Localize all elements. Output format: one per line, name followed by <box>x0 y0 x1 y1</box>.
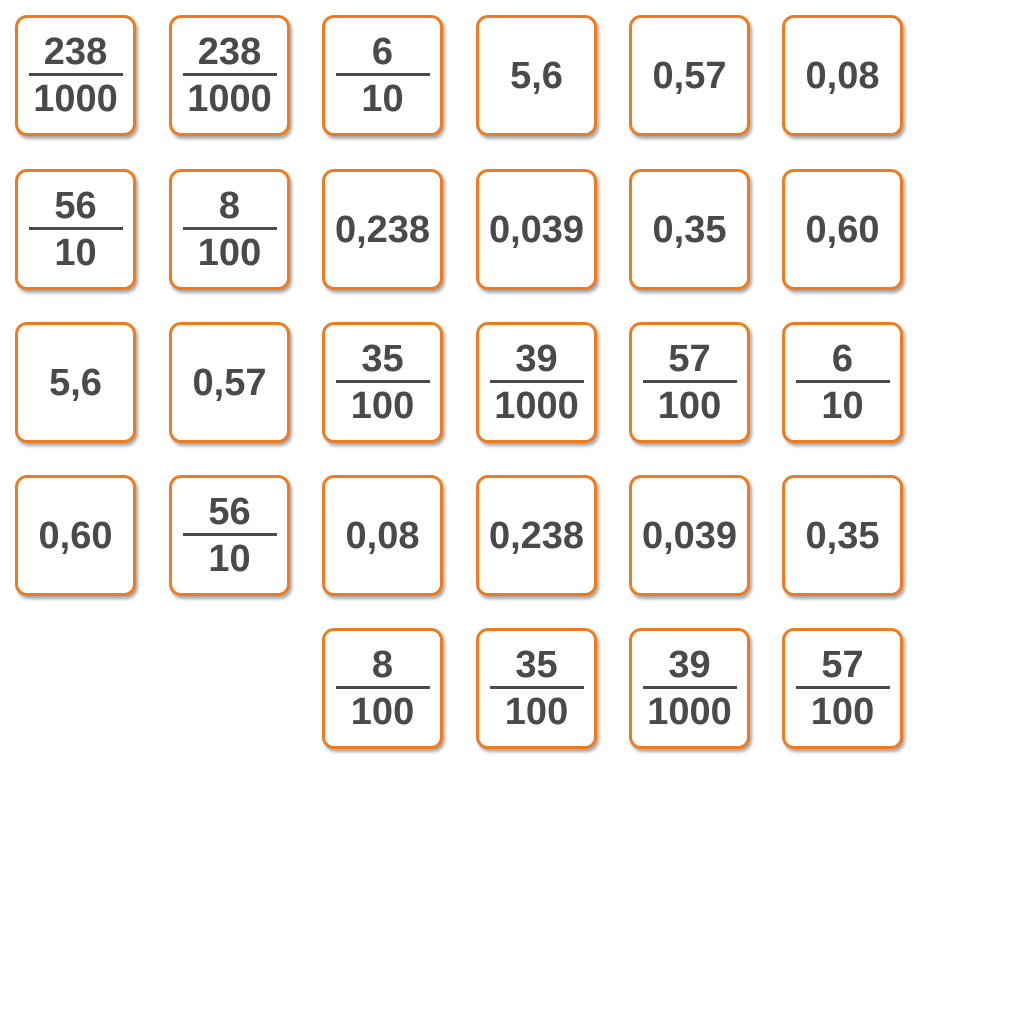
fraction <box>28 32 124 119</box>
card-fraction[interactable] <box>476 322 597 443</box>
decimal-value: 0,57 <box>652 54 727 97</box>
fraction-numerator: 39 <box>668 644 711 686</box>
fraction <box>182 32 278 119</box>
fraction-denominator: 100 <box>350 691 415 733</box>
fraction-bar <box>336 686 430 689</box>
card-fraction[interactable] <box>322 322 443 443</box>
card-decimal[interactable] <box>629 15 750 136</box>
fraction-denominator: 10 <box>208 538 251 580</box>
card-fraction[interactable] <box>782 628 903 749</box>
fraction-bar <box>336 380 430 383</box>
card-fraction[interactable] <box>322 628 443 749</box>
card-decimal[interactable] <box>322 169 443 290</box>
fraction <box>182 492 278 579</box>
decimal-value: 0,238 <box>334 208 431 251</box>
fraction-denominator: 100 <box>810 691 875 733</box>
fraction-numerator: 35 <box>361 338 404 380</box>
fraction-denominator: 1000 <box>647 691 732 733</box>
fraction-bar <box>643 380 737 383</box>
fraction <box>795 645 891 732</box>
card-decimal[interactable] <box>782 169 903 290</box>
fraction-numerator: 57 <box>821 644 864 686</box>
fraction <box>642 645 738 732</box>
card-fraction[interactable] <box>629 628 750 749</box>
fraction-numerator: 8 <box>371 644 394 686</box>
fraction <box>335 32 431 119</box>
fraction <box>489 645 585 732</box>
fraction-bar <box>183 227 277 230</box>
card-decimal[interactable] <box>15 475 136 596</box>
card-fraction[interactable] <box>782 322 903 443</box>
fraction-denominator: 1000 <box>187 78 272 120</box>
decimal-value: 0,039 <box>641 514 738 557</box>
fraction-denominator: 100 <box>504 691 569 733</box>
fraction-numerator: 56 <box>208 491 251 533</box>
card-fraction[interactable] <box>169 475 290 596</box>
fraction <box>28 186 124 273</box>
fraction-denominator: 100 <box>657 385 722 427</box>
card-decimal[interactable] <box>15 322 136 443</box>
fraction <box>335 645 431 732</box>
fraction-denominator: 10 <box>361 78 404 120</box>
fraction-numerator: 8 <box>218 185 241 227</box>
card-decimal[interactable] <box>629 475 750 596</box>
fraction-bar <box>29 227 123 230</box>
fraction-denominator: 1000 <box>494 385 579 427</box>
decimal-value: 0,238 <box>488 514 585 557</box>
card-fraction[interactable] <box>169 15 290 136</box>
card-decimal[interactable] <box>476 475 597 596</box>
card-decimal[interactable] <box>476 15 597 136</box>
fraction-denominator: 10 <box>54 232 97 274</box>
card-decimal[interactable] <box>169 322 290 443</box>
card-fraction[interactable] <box>629 322 750 443</box>
decimal-value: 0,08 <box>345 514 420 557</box>
fraction-numerator: 6 <box>371 31 394 73</box>
fraction <box>795 339 891 426</box>
decimal-value: 0,35 <box>652 208 727 251</box>
decimal-value: 0,60 <box>805 208 880 251</box>
card-decimal[interactable] <box>322 475 443 596</box>
fraction-denominator: 100 <box>350 385 415 427</box>
fraction-numerator: 6 <box>831 338 854 380</box>
fraction-bar <box>183 73 277 76</box>
fraction-numerator: 39 <box>515 338 558 380</box>
fraction-bar <box>490 686 584 689</box>
fraction-denominator: 100 <box>197 232 262 274</box>
card-fraction[interactable] <box>15 15 136 136</box>
fraction-bar <box>183 533 277 536</box>
decimal-value: 5,6 <box>510 54 563 97</box>
card-decimal[interactable] <box>782 15 903 136</box>
fraction-bar <box>490 380 584 383</box>
fraction <box>182 186 278 273</box>
decimal-value: 0,60 <box>38 514 113 557</box>
decimal-value: 0,039 <box>488 208 585 251</box>
decimal-value: 5,6 <box>49 361 102 404</box>
card-fraction[interactable] <box>15 169 136 290</box>
card-decimal[interactable] <box>782 475 903 596</box>
fraction-bar <box>643 686 737 689</box>
fraction <box>489 339 585 426</box>
fraction-bar <box>29 73 123 76</box>
fraction-numerator: 57 <box>668 338 711 380</box>
decimal-value: 0,08 <box>805 54 880 97</box>
fraction-denominator: 10 <box>821 385 864 427</box>
fraction-numerator: 35 <box>515 644 558 686</box>
card-fraction[interactable] <box>476 628 597 749</box>
fraction-numerator: 238 <box>197 31 262 73</box>
fraction-numerator: 56 <box>54 185 97 227</box>
card-fraction[interactable] <box>169 169 290 290</box>
fraction-bar <box>796 686 890 689</box>
fraction <box>642 339 738 426</box>
decimal-value: 0,57 <box>192 361 267 404</box>
card-decimal[interactable] <box>629 169 750 290</box>
card-decimal[interactable] <box>476 169 597 290</box>
fraction <box>335 339 431 426</box>
fraction-bar <box>796 380 890 383</box>
fraction-bar <box>336 73 430 76</box>
decimal-value: 0,35 <box>805 514 880 557</box>
fraction-denominator: 1000 <box>33 78 118 120</box>
fraction-numerator: 238 <box>43 31 108 73</box>
card-fraction[interactable] <box>322 15 443 136</box>
